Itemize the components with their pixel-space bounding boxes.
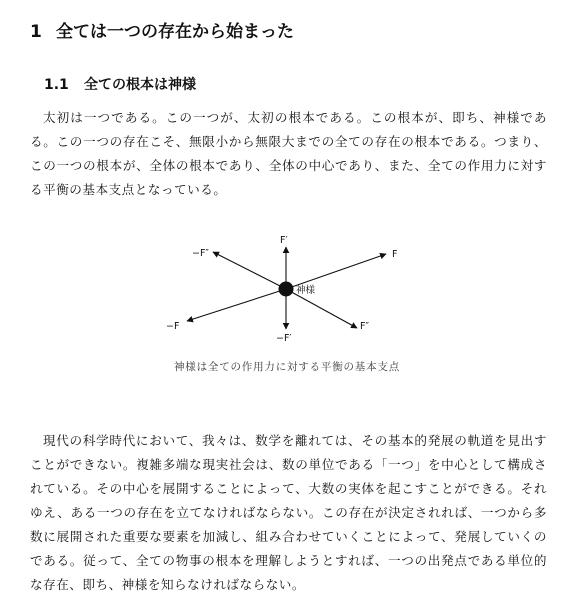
fulcrum-point — [279, 282, 294, 297]
center-label: 神様 — [296, 285, 316, 296]
section-title: 全ての根本は神様 — [84, 77, 196, 93]
section-heading — [44, 75, 196, 95]
label-neg-f: −F — [166, 321, 180, 332]
label-neg-f-double-prime: −F″ — [192, 248, 209, 259]
section-number: 1.1 — [44, 77, 69, 93]
chapter-number: 1 — [30, 22, 42, 42]
label-f-prime: F′ — [280, 235, 288, 246]
chapter-title: 全ては一つの存在から始まった — [56, 22, 294, 42]
figure-caption: 神様は全ての作用力に対する平衡の基本支点 — [174, 361, 400, 373]
chapter-heading — [30, 20, 294, 44]
force-balance-diagram — [150, 225, 424, 347]
label-f: F — [392, 249, 398, 260]
force-neg-f-double-prime-arrow — [213, 252, 286, 289]
force-f-arrow — [286, 254, 386, 289]
paragraph-main: 現代の科学時代において、我々は、数学を離れては、その基本的発展の軌道を見出すことができない。複雑多端な現実社会は、数の単位である「一つ」を中心として構成されている。その中心を展開することによって、大数の実体を起こすことができる。それゆえ、ある一つの存在を立てなければならない。この存在が決定されれば、一つから多数に展開された重要な要素を加減し、組み合わせていくことによって、発展していくのである。従って、全ての物事の根本を理解しようとすれば、一つの出発点である単位的な存在、即ち、神様を知らなければならない。 — [30, 433, 547, 592]
label-f-double-prime: F″ — [360, 321, 370, 332]
label-neg-f-prime: −F′ — [276, 333, 292, 344]
force-diagram-svg — [150, 225, 424, 347]
force-neg-f-arrow — [187, 289, 286, 321]
paragraph-intro: 太初は一つである。この一つが、太初の根本である。この根本が、即ち、神様である。この一つの存在こそ、無限小から無限大までの全ての存在の根本である。つまり、この一つの根本が、全体の根本であり、全体の中心であり、また、全ての作用力に対する平衡の基本支点となっている。 — [30, 110, 547, 197]
